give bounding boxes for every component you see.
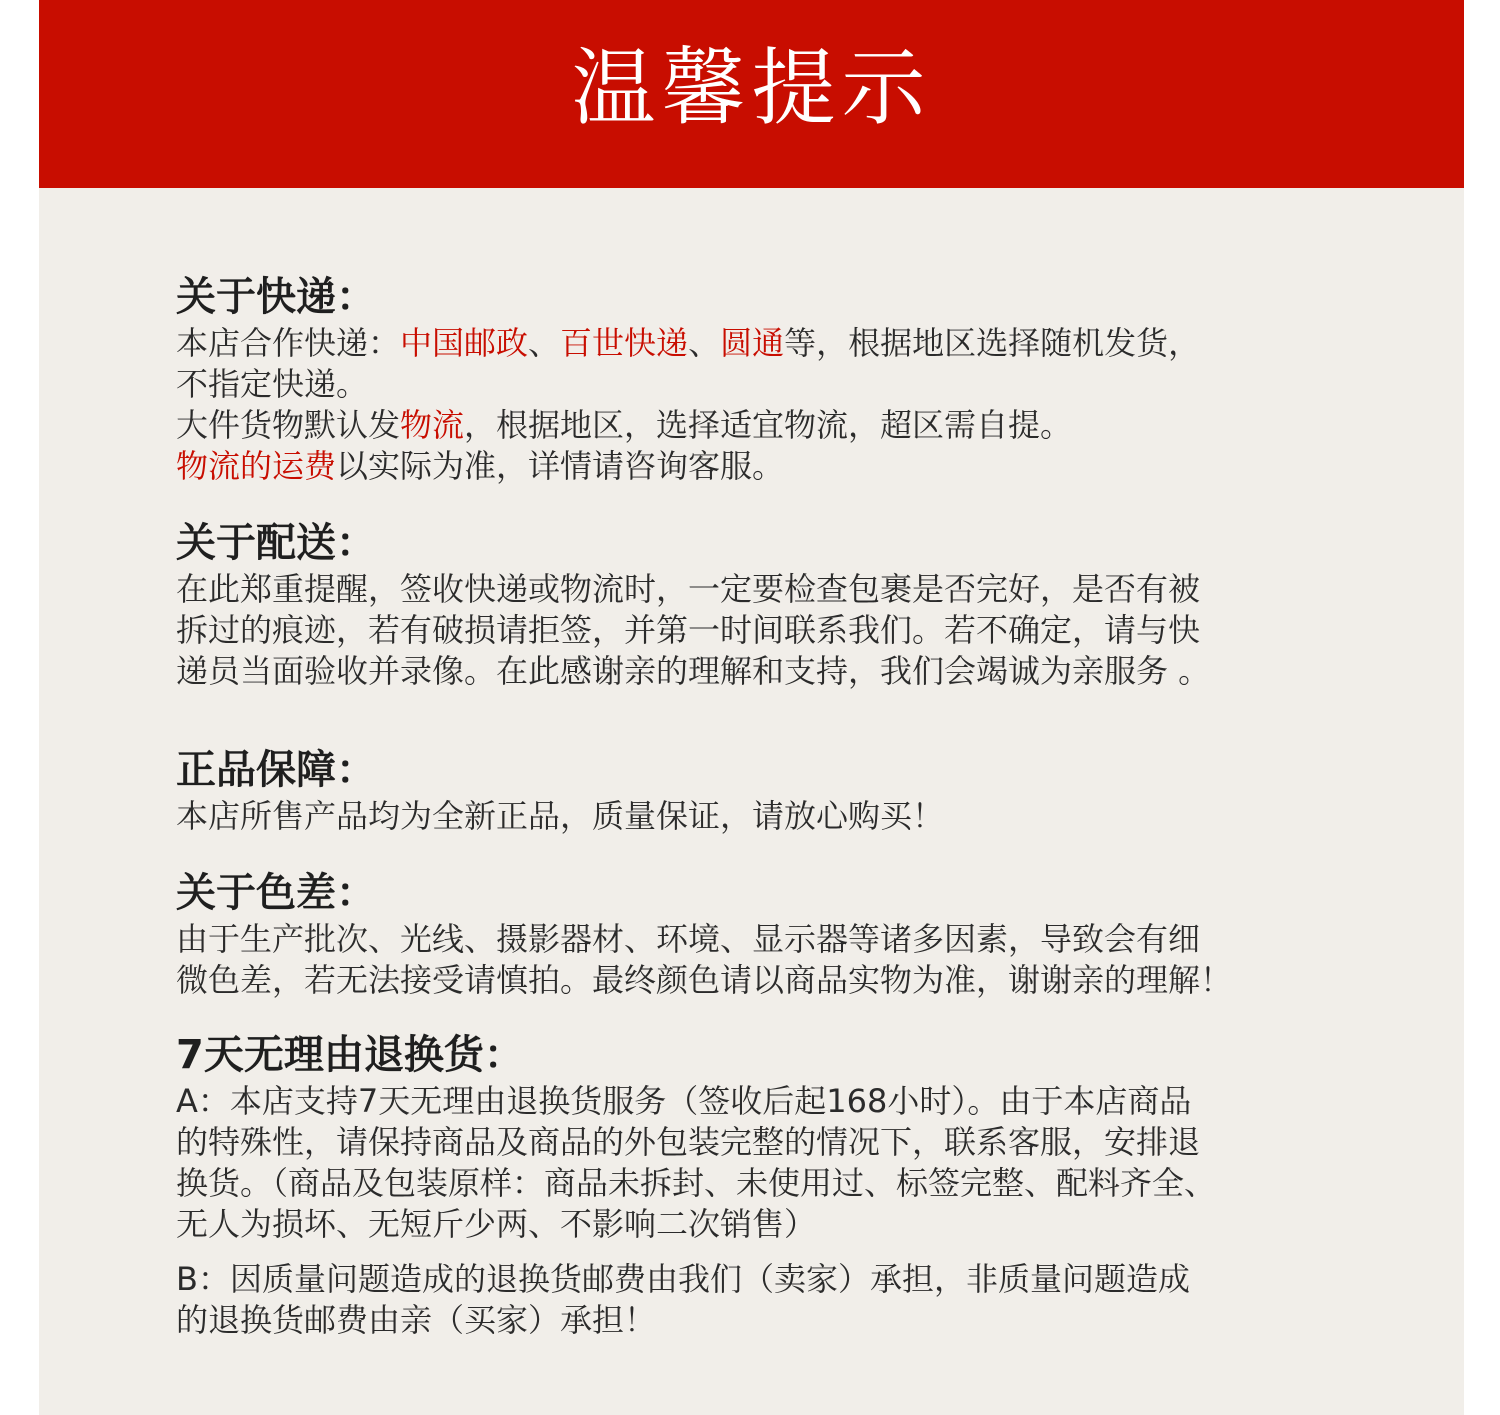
returns-b-line-2: 的退换货邮费由亲（买家）承担！: [176, 1301, 657, 1339]
express-line-1-suffix: 等，根据地区选择随机发货，: [784, 324, 1201, 362]
carrier-yto: 圆通: [720, 324, 785, 362]
genuine-line-1: 本店所售产品均为全新正品，质量保证，请放心购买！: [176, 797, 945, 835]
returns-title: 7天无理由退换货：: [176, 1032, 524, 1078]
express-line-1-prefix: 本店合作快递：: [176, 324, 401, 362]
returns-policy-a: [176, 1081, 1376, 1245]
returns-section: [176, 1029, 1376, 1341]
express-line-3: [176, 405, 1376, 446]
express-line-4-suffix: 以实际为准，详情请咨询客服。: [336, 447, 785, 485]
carrier-separator: 、: [528, 324, 561, 362]
page-title: 温馨提示: [571, 39, 932, 137]
returns-a-line-4: 无人为损坏、无短斤少两、不影响二次销售）: [176, 1205, 817, 1243]
logistics-highlight: 物流: [400, 406, 465, 444]
express-line-3-prefix: 大件货物默认发: [176, 406, 401, 444]
express-title: 关于快递：: [176, 274, 376, 320]
returns-a-line-2: 的特殊性，请保持商品及商品的外包装完整的情况下，联系客服，安排退: [176, 1123, 1201, 1161]
color-difference-section: [176, 867, 1376, 1001]
delivery-section: [176, 517, 1376, 692]
returns-a-line-1: A：本店支持7天无理由退换货服务（签收后起168小时）。由于本店商品: [176, 1082, 1192, 1120]
color-difference-title: 关于色差：: [176, 870, 376, 916]
returns-a-line-3: 换货。（商品及包装原样：商品未拆封、未使用过、标签完整、配料齐全、: [176, 1164, 1217, 1202]
color-difference-line-1: 由于生产批次、光线、摄影器材、环境、显示器等诸多因素，导致会有细: [176, 920, 1201, 958]
delivery-title: 关于配送：: [176, 520, 376, 566]
carrier-best-express: 百世快递: [560, 324, 689, 362]
delivery-line-1: 在此郑重提醒，签收快递或物流时，一定要检查包裹是否完好，是否有被: [176, 570, 1201, 608]
express-line-3-suffix: ，根据地区，选择适宜物流，超区需自提。: [464, 406, 1073, 444]
returns-policy-b: [176, 1259, 1376, 1341]
notice-content: [176, 271, 1376, 1341]
express-line-1: [176, 323, 1376, 364]
carrier-china-post: 中国邮政: [400, 324, 529, 362]
genuine-title: 正品保障：: [176, 747, 376, 793]
returns-b-line-1: B：因质量问题造成的退换货邮费由我们（卖家）承担，非质量问题造成: [176, 1260, 1190, 1298]
color-difference-line-2: 微色差，若无法接受请慎拍。最终颜色请以商品实物为准，谢谢亲的理解！: [176, 961, 1233, 999]
express-section: [176, 271, 1376, 487]
delivery-line-2: 拆过的痕迹，若有破损请拒签，并第一时间联系我们。若不确定，请与快: [176, 611, 1201, 649]
carrier-separator: 、: [688, 324, 721, 362]
express-line-4: [176, 446, 1376, 487]
shipping-fee-highlight: 物流的运费: [176, 447, 337, 485]
genuine-section: [176, 744, 1376, 837]
header-banner: [39, 0, 1464, 188]
notice-page: [39, 0, 1464, 1415]
express-line-2: 不指定快递。: [176, 365, 369, 403]
delivery-line-3: 递员当面验收并录像。在此感谢亲的理解和支持，我们会竭诚为亲服务 。: [176, 652, 1211, 690]
